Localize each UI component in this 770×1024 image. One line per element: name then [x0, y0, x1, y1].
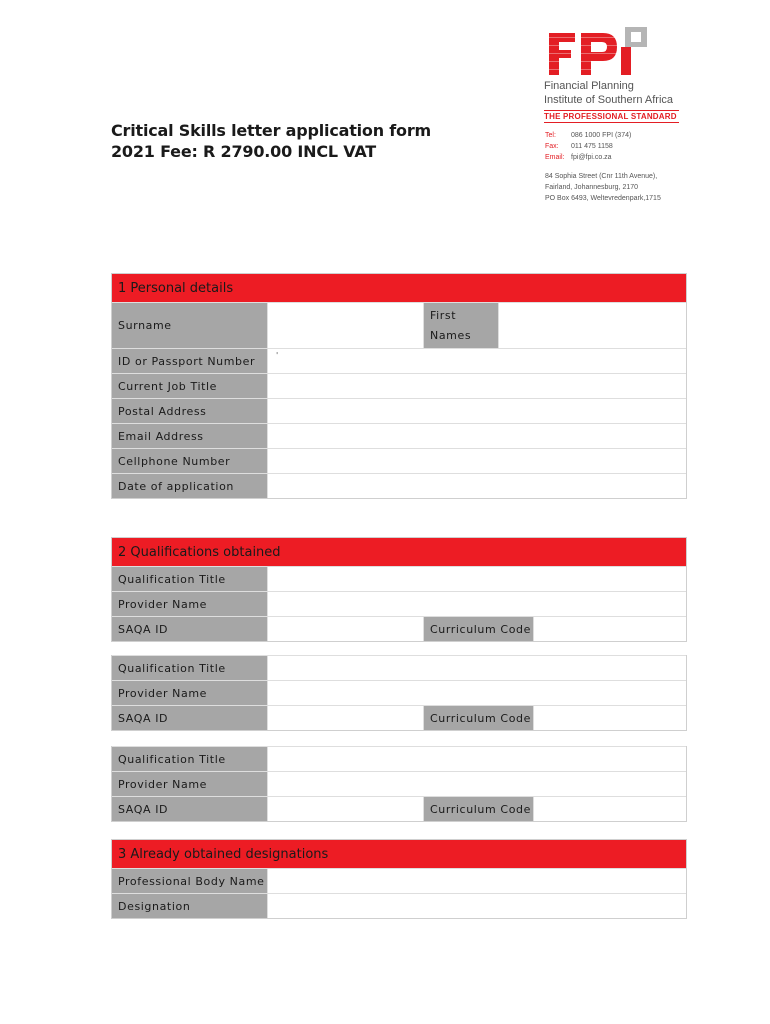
section-3-header: 3 Already obtained designations	[112, 840, 686, 868]
email-address-label: Email Address	[112, 424, 268, 448]
qual-title-field[interactable]	[268, 567, 686, 591]
first-names-label	[424, 303, 499, 348]
provider-field[interactable]	[268, 592, 686, 616]
first-names-field[interactable]	[499, 303, 686, 348]
qual-title-field[interactable]	[268, 656, 686, 680]
qual-title-label: Qualification Title	[112, 656, 268, 680]
contact-tel	[545, 130, 661, 141]
row-qual-title-3	[112, 746, 686, 771]
cellphone-field[interactable]	[268, 449, 686, 473]
id-field-mark: '	[276, 351, 279, 360]
saqa-label: SAQA ID	[112, 797, 268, 821]
saqa-label: SAQA ID	[112, 706, 268, 730]
row-saqa-2	[112, 705, 686, 730]
section-personal-details	[111, 273, 687, 499]
row-email-address	[112, 423, 686, 448]
provider-field[interactable]	[268, 681, 686, 705]
curriculum-code-field[interactable]	[534, 797, 686, 821]
row-provider-1	[112, 591, 686, 616]
professional-body-field[interactable]	[268, 869, 686, 893]
contact-email	[545, 152, 661, 163]
row-qual-title-2	[112, 655, 686, 680]
saqa-label: SAQA ID	[112, 617, 268, 641]
id-passport-label: ID or Passport Number	[112, 349, 268, 373]
title-line-1: Critical Skills letter application form	[111, 121, 431, 140]
provider-label: Provider Name	[112, 681, 268, 705]
section-qualifications	[111, 537, 687, 642]
curriculum-code-label: Curriculum Code	[424, 617, 534, 641]
address-line-1: 84 Sophia Street (Cnr 11th Avenue),	[545, 173, 658, 180]
id-passport-field[interactable]	[268, 349, 686, 373]
surname-label: Surname	[112, 303, 268, 348]
address	[545, 171, 661, 204]
saqa-field[interactable]	[268, 706, 424, 730]
row-cellphone	[112, 448, 686, 473]
provider-field[interactable]	[268, 772, 686, 796]
fpi-logo-icon	[544, 25, 654, 75]
contact-fax	[545, 141, 661, 152]
row-professional-body	[112, 868, 686, 893]
fax-value: 011 475 1158	[571, 143, 613, 150]
logo-name-1: Financial Planning	[544, 80, 634, 92]
contact-details	[545, 130, 661, 204]
row-designation	[112, 893, 686, 918]
email-value[interactable]: fpi@fpi.co.za	[571, 154, 612, 161]
designation-field[interactable]	[268, 894, 686, 918]
row-date-application	[112, 473, 686, 498]
curriculum-code-label: Curriculum Code	[424, 797, 534, 821]
qualification-block-2	[111, 655, 687, 731]
postal-address-label: Postal Address	[112, 399, 268, 423]
row-surname	[112, 302, 686, 348]
date-application-field[interactable]	[268, 474, 686, 498]
form-title	[111, 120, 431, 162]
saqa-field[interactable]	[268, 617, 424, 641]
qual-title-label: Qualification Title	[112, 567, 268, 591]
fax-label: Fax:	[545, 143, 559, 150]
postal-address-field[interactable]	[268, 399, 686, 423]
row-provider-3	[112, 771, 686, 796]
date-application-label: Date of application	[112, 474, 268, 498]
qualification-block-3	[111, 746, 687, 822]
logo-name-2: Institute of Southern Africa	[544, 94, 674, 106]
email-address-field[interactable]	[268, 424, 686, 448]
job-title-label: Current Job Title	[112, 374, 268, 398]
cellphone-label: Cellphone Number	[112, 449, 268, 473]
row-job-title	[112, 373, 686, 398]
address-line-3: PO Box 6493, Weltevredenpark,1715	[545, 195, 661, 202]
tel-value: 086 1000 FPI (374)	[571, 132, 632, 139]
section-1-header: 1 Personal details	[112, 274, 686, 302]
fpi-logo	[544, 25, 684, 123]
saqa-field[interactable]	[268, 797, 424, 821]
row-id-passport	[112, 348, 686, 373]
curriculum-code-field[interactable]	[534, 617, 686, 641]
tel-label: Tel:	[545, 132, 556, 139]
first-names-label-2: Names	[430, 328, 472, 342]
title-line-2: 2021 Fee: R 2790.00 INCL VAT	[111, 142, 376, 161]
qual-title-field[interactable]	[268, 747, 686, 771]
provider-label: Provider Name	[112, 592, 268, 616]
first-names-label-1: First	[430, 308, 457, 322]
designation-label: Designation	[112, 894, 268, 918]
surname-field[interactable]	[268, 303, 424, 348]
qual-title-label: Qualification Title	[112, 747, 268, 771]
row-saqa-3	[112, 796, 686, 821]
section-designations	[111, 839, 687, 919]
row-provider-2	[112, 680, 686, 705]
section-2-header: 2 Qualifications obtained	[112, 538, 686, 566]
provider-label: Provider Name	[112, 772, 268, 796]
row-saqa-1	[112, 616, 686, 641]
address-line-2: Fairland, Johannesburg, 2170	[545, 184, 639, 191]
curriculum-code-field[interactable]	[534, 706, 686, 730]
job-title-field[interactable]	[268, 374, 686, 398]
professional-body-label: Professional Body Name	[112, 869, 268, 893]
email-label: Email:	[545, 154, 565, 161]
logo-tagline: THE PROFESSIONAL STANDARD	[544, 110, 679, 123]
row-qual-title-1	[112, 566, 686, 591]
row-postal-address	[112, 398, 686, 423]
curriculum-code-label: Curriculum Code	[424, 706, 534, 730]
